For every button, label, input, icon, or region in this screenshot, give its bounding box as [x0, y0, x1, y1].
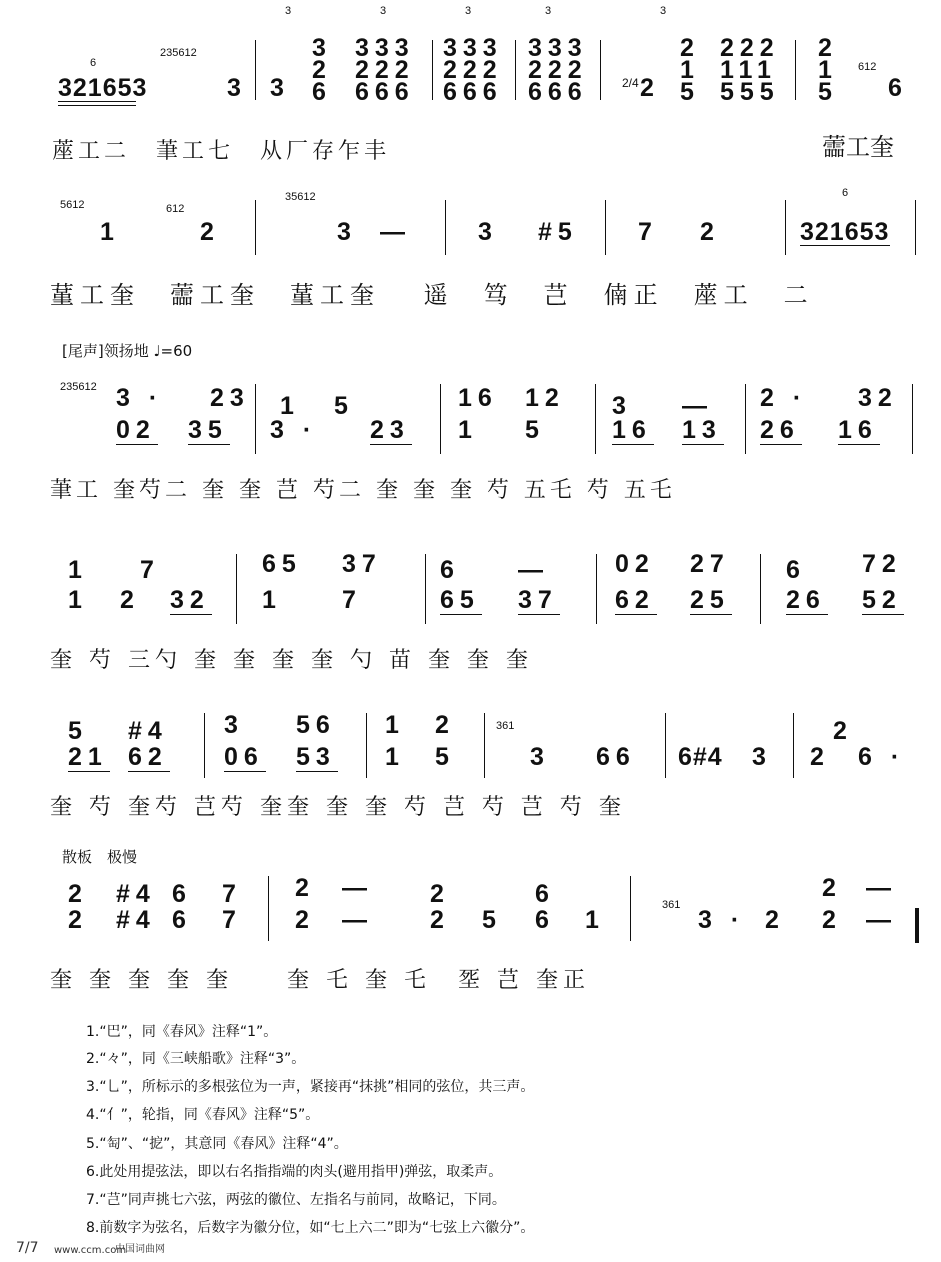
lower-note: 02: [116, 416, 156, 444]
tablature-line: 蓙工二 茟工七 从厂存乍丰: [52, 139, 391, 164]
lower-note: 32: [170, 586, 210, 614]
site-url: www.ccm.com: [54, 1245, 127, 1256]
upper-note: #4: [116, 880, 156, 908]
tuplet-3e: 3: [660, 5, 667, 17]
lower-note: 1: [458, 416, 478, 444]
lower-note: 16: [612, 416, 652, 444]
upper-note: 7: [222, 880, 242, 908]
grace-notes: 361: [662, 899, 681, 911]
note: 3: [270, 74, 290, 102]
upper-note: 1: [280, 392, 300, 420]
chord-mid: 222: [528, 56, 588, 84]
upper-note: 37: [342, 550, 382, 578]
note: 1: [100, 218, 120, 246]
lower-note: 6#4: [678, 743, 723, 771]
upper-note: 1: [68, 556, 88, 584]
tablature-line: 蓳工奎 蘦工奎 蓳工奎 遥 笃 芑 㑲正 蓙工 二: [50, 281, 814, 309]
time-signature: 2/4: [622, 76, 639, 90]
note: 3: [227, 74, 247, 102]
grace-notes: 612: [166, 203, 185, 215]
system-6: [0, 848, 941, 1008]
lower-note: 25: [690, 586, 730, 614]
upper-note: 1: [385, 711, 405, 739]
tuplet-3c: 3: [465, 5, 472, 17]
note: 2: [700, 218, 720, 246]
lower-note: #4: [116, 906, 156, 934]
upper-note: 2: [295, 874, 315, 902]
upper-note: 2: [430, 880, 450, 908]
upper-note: 16: [458, 384, 498, 412]
lower-note: 3 ·: [270, 416, 318, 444]
lower-note: 62: [615, 586, 655, 614]
upper-note: 02: [615, 550, 655, 578]
system-1: [0, 0, 941, 175]
upper-note: 3 ·: [116, 384, 164, 412]
note: 2: [640, 74, 660, 102]
tablature-line: 茟工 奎芍二 奎 奎 芑 芍二 奎 奎 奎 芍 五乇 芍 五乇: [50, 478, 676, 503]
note: 6: [312, 78, 332, 106]
lower-note: 53: [296, 743, 336, 771]
chord-upper: 3: [312, 34, 332, 62]
system-4: [0, 528, 941, 688]
chord-mid: 2: [312, 56, 332, 84]
note: 555: [720, 78, 780, 106]
chord-mid: 222: [355, 56, 415, 84]
lower-note: 52: [862, 586, 902, 614]
lower-note: 2: [120, 586, 140, 614]
lower-note: 5: [435, 743, 455, 771]
lower-note: 37: [518, 586, 558, 614]
rest: —: [866, 906, 897, 934]
note-run: 321653: [58, 74, 148, 102]
chord-mid: 222: [443, 56, 503, 84]
tablature-line: 奎 芍 三勺 奎 奎 奎 奎 勺 苗 奎 奎 奎: [50, 648, 533, 673]
upper-note: 2: [833, 717, 853, 745]
lower-note: 1: [385, 743, 405, 771]
chord-upper: 333: [528, 34, 588, 62]
grace-notes: 361: [496, 720, 515, 732]
tuplet-6: 6: [842, 187, 849, 199]
grace-notes-2: 612: [858, 61, 877, 73]
upper-note: #4: [128, 717, 168, 745]
note: 5: [680, 78, 700, 106]
rest: —: [518, 556, 549, 584]
upper-note: 6: [172, 880, 192, 908]
chord-mid: 1: [680, 56, 700, 84]
note: 666: [528, 78, 588, 106]
note: 3: [478, 218, 498, 246]
note-2: 2.“々”，同《三峡船歌》注释“3”。: [86, 1051, 306, 1067]
note-4: 4.“⺅”，轮指，同《春风》注释“5”。: [86, 1107, 320, 1123]
rest: —: [682, 392, 713, 420]
upper-note: 3: [612, 392, 632, 420]
tuplet-3a: 3: [285, 5, 292, 17]
rest: —: [866, 874, 897, 902]
note: 5: [818, 78, 838, 106]
note-5: 5.“匋”、“㧖”，其意同《春风》注释“4”。: [86, 1136, 348, 1152]
note: 6: [888, 74, 908, 102]
rest: —: [342, 874, 373, 902]
lower-note: 66: [596, 743, 636, 771]
note: 666: [443, 78, 503, 106]
lower-note: 26: [760, 416, 800, 444]
note: #5: [538, 218, 578, 246]
upper-note: 12: [525, 384, 565, 412]
upper-note: 7: [140, 556, 160, 584]
upper-note: 2: [68, 880, 88, 908]
page-number: 7/7: [16, 1240, 39, 1256]
note: 3: [337, 218, 357, 246]
lower-note: 2: [295, 906, 315, 934]
chord-upper: 2: [818, 34, 838, 62]
upper-note: 2: [435, 711, 455, 739]
upper-note: 2 ·: [760, 384, 808, 412]
note-7: 7.“芑”同声挑七六弦，两弦的徽位、左指名与前同，故略记，下同。: [86, 1192, 506, 1208]
grace-notes: 235612: [60, 381, 97, 393]
lower-note: 35: [188, 416, 228, 444]
lower-note: 7: [222, 906, 242, 934]
lower-note: 6 ·: [858, 743, 906, 771]
lower-note: 6: [535, 906, 555, 934]
note-8: 8.前数字为弦名，后数字为徽分位，如“七上六二”即为“七弦上六徽分”。: [86, 1220, 535, 1236]
upper-note: 65: [262, 550, 302, 578]
note: 2: [200, 218, 220, 246]
tablature-line: 奎 芍 奎芍 芑芍 奎奎 奎 奎 芍 芑 芍 芑 芍 奎: [50, 795, 626, 820]
lower-note: 2: [68, 906, 88, 934]
section-label: [尾声]领扬地 ♩=60: [62, 342, 193, 360]
rest: —: [380, 218, 411, 246]
note: 666: [355, 78, 415, 106]
tuplet-6: 6: [90, 57, 97, 69]
note-3: 3.“乚”，所标示的多根弦位为一声，紧接再“抹挑”相同的弦位，共三声。: [86, 1079, 535, 1095]
upper-note: 6: [535, 880, 555, 908]
lower-note: 5: [525, 416, 545, 444]
lower-note: 1: [585, 906, 605, 934]
note: 7: [638, 218, 658, 246]
chord-upper: 333: [443, 34, 503, 62]
lower-note: 2: [765, 906, 785, 934]
lower-note: 13: [682, 416, 722, 444]
lower-note: 3: [752, 743, 772, 771]
upper-note: 32: [858, 384, 898, 412]
note-6: 6.此处用提弦法，即以右名指指端的肉头(避用指甲)弹弦，取柔声。: [86, 1164, 503, 1180]
upper-note: 6: [440, 556, 460, 584]
tablature-right: 蘦工奎: [822, 133, 894, 161]
lower-note: 6: [172, 906, 192, 934]
grace-notes: 235612: [160, 47, 197, 59]
upper-note: 23: [210, 384, 250, 412]
chord-upper: 2: [680, 34, 700, 62]
lower-note: 26: [786, 586, 826, 614]
tuplet-3b: 3: [380, 5, 387, 17]
upper-note: 6: [786, 556, 806, 584]
lower-note: 3: [530, 743, 550, 771]
lower-note: 21: [68, 743, 108, 771]
upper-note: 56: [296, 711, 336, 739]
system-3: [0, 338, 941, 523]
lower-note: 2: [810, 743, 830, 771]
upper-note: 72: [862, 550, 902, 578]
lower-note: 7: [342, 586, 362, 614]
chord-mid: 111: [720, 56, 777, 84]
upper-note: 5: [68, 717, 88, 745]
tablature-line: 奎 奎 奎 奎 奎 奎 乇 奎 乇 㘸 芑 奎正: [50, 968, 590, 993]
upper-note: 3: [224, 711, 244, 739]
lower-note: 1: [262, 586, 282, 614]
upper-note: 27: [690, 550, 730, 578]
grace-notes: 35612: [285, 191, 316, 203]
upper-note: 5: [334, 392, 354, 420]
note-run: 321653: [800, 218, 890, 246]
lower-note: 23: [370, 416, 410, 444]
lower-note: 2: [430, 906, 450, 934]
chord-upper: 222: [720, 34, 780, 62]
lower-note: 3 ·: [698, 906, 746, 934]
lower-note: 62: [128, 743, 168, 771]
section-label: 散板 极慢: [62, 848, 138, 866]
lower-note: 2: [822, 906, 842, 934]
lower-note: 16: [838, 416, 878, 444]
system-5: [0, 695, 941, 845]
grace-notes: 5612: [60, 199, 85, 211]
chord-mid: 1: [818, 56, 838, 84]
note-1: 1.“巴”，同《春风》注释“1”。: [86, 1024, 278, 1040]
lower-note: 5: [482, 906, 502, 934]
rest: —: [342, 906, 373, 934]
upper-note: 2: [822, 874, 842, 902]
tuplet-3d: 3: [545, 5, 552, 17]
site-name: 中国词曲网: [115, 1244, 165, 1255]
lower-note: 65: [440, 586, 480, 614]
system-2: [0, 180, 941, 330]
lower-note: 06: [224, 743, 264, 771]
lower-note: 1: [68, 586, 88, 614]
chord-upper: 333: [355, 34, 415, 62]
